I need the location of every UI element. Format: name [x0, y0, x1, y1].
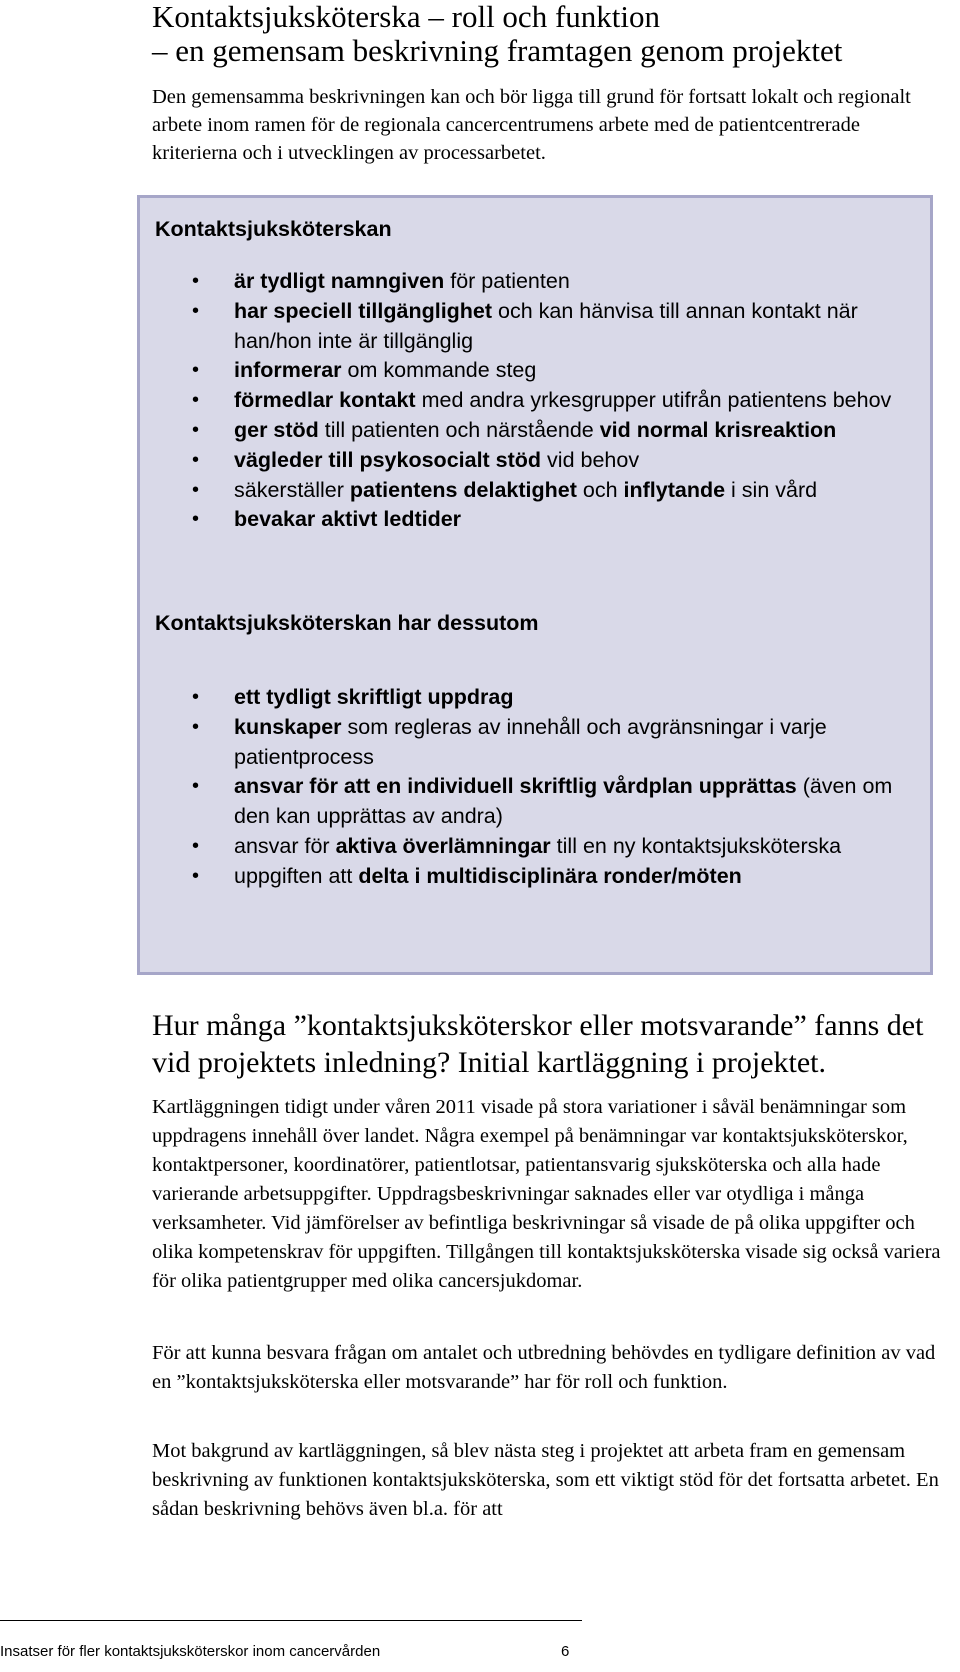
bullet-icon: •	[192, 864, 200, 887]
text: till en ny kontaktsjuksköterska	[550, 833, 842, 858]
text: med andra yrkesgrupper utifrån patientens behov	[415, 388, 892, 413]
bold-text: ett tydligt skriftligt uppdrag	[234, 685, 514, 709]
section-heading: Hur många ”kontaktsjuksköterskor eller motsvarande” fanns det vid projektets inledning? Initial kartläggning i projektet.	[152, 1009, 924, 1079]
bullet-icon: •	[192, 478, 200, 501]
page-footer	[0, 1620, 960, 1672]
role-description-box	[137, 195, 933, 975]
footer-text: Insatser för fler kontaktsjuksköterskor inom cancervården	[0, 1643, 381, 1660]
bullet-icon: •	[192, 715, 200, 738]
bullet-item	[140, 267, 920, 297]
bold-text: vid normal krisreaktion	[599, 417, 837, 442]
bold-text: aktiva överlämningar	[335, 833, 551, 858]
document-title	[152, 0, 942, 68]
bullet-icon: •	[192, 299, 200, 322]
text: om kommande steg	[341, 358, 537, 383]
text: för patienten	[444, 269, 570, 293]
responsibilities-list	[140, 267, 920, 535]
bullet-icon: •	[192, 389, 200, 412]
body-paragraph-2: För att kunna besvara frågan om antalet och utbredning behövdes en tydligare definition av vad en ”kontaktsjuksköterska eller motsvarande” har för roll och funktion.	[152, 1342, 936, 1393]
bullet-icon: •	[192, 834, 200, 857]
text: i sin vård	[725, 477, 818, 502]
bullet-icon: •	[192, 775, 200, 798]
bullet-item	[140, 356, 920, 386]
box-heading-2: Kontaktsjuksköterskan har dessutom	[155, 611, 539, 635]
bold-text: bevakar aktivt ledtider	[234, 507, 462, 532]
bullet-icon: •	[192, 508, 200, 531]
title-line-1: Kontaktsjuksköterska – roll och funktion	[152, 0, 660, 34]
box-heading-1: Kontaktsjuksköterskan	[155, 217, 392, 241]
bold-text: vägleder till psykosocialt stöd	[234, 447, 542, 472]
bullet-item	[140, 772, 920, 832]
bullet-item	[140, 446, 920, 476]
bullet-item	[140, 386, 920, 416]
bold-text: informerar	[234, 358, 342, 383]
text: och	[576, 477, 624, 502]
title-line-2: – en gemensam beskrivning framtagen genom projektet	[152, 33, 843, 68]
bold-text: ansvar för att en individuell skriftlig vårdplan upprättas	[234, 774, 797, 799]
bullet-item	[140, 297, 920, 357]
additional-requirements-list	[140, 683, 920, 892]
bold-text: har speciell tillgänglighet	[234, 298, 493, 323]
text: uppgiften att	[234, 863, 359, 888]
text: vid behov	[541, 447, 640, 472]
bold-text: delta i multidisciplinära ronder/möten	[358, 863, 742, 888]
page-number: 6	[561, 1643, 570, 1660]
text: till patienten och närstående	[318, 417, 600, 442]
bullet-icon: •	[192, 359, 200, 382]
footer-divider	[0, 1620, 582, 1621]
bold-text: inflytande	[623, 477, 726, 502]
bullet-item	[140, 683, 920, 713]
bullet-icon: •	[192, 270, 200, 292]
body-paragraph-1: Kartläggningen tidigt under våren 2011 visade på stora variationer i såväl benämningar som uppdragens innehåll över landet. Några exempel på benämningar var kontaktsjuksköterskor, kontaktpersoner, koordinatörer, patientlotsar, patientansvarig sjuksköterska och alla hade varierande arbetsuppgifter. Uppdragsbeskrivningar saknades eller var otydliga i många verksamheter. Vid jämförelser av befintliga beskrivningar så visade de på olika uppgifter och olika kompetenskrav för uppgiften. Tillgången till kontaktsjuksköterska visade sig också variera för olika patientgrupper med olika cancersjukdomar.	[152, 1096, 941, 1292]
bold-text: är tydligt namngiven	[234, 269, 445, 293]
bold-text: kunskaper	[234, 714, 342, 739]
text: och kan hänvisa till annan kontakt när han/hon inte är tillgänglig	[234, 298, 858, 353]
bold-text: förmedlar kontakt	[234, 388, 416, 413]
bullet-icon: •	[192, 418, 200, 441]
text: ansvar för	[234, 833, 336, 858]
bullet-item	[140, 713, 920, 773]
intro-paragraph: Den gemensamma beskrivningen kan och bör ligga till grund för fortsatt lokalt och regionalt arbete inom ramen för de regionala cancercentrumens arbete med de patientcentrerade kriterierna och i utvecklingen av processarbetet.	[152, 86, 911, 164]
bullet-item	[140, 416, 920, 446]
bullet-item	[140, 862, 920, 892]
body-paragraph-3: Mot bakgrund av kartläggningen, så blev nästa steg i projektet att arbeta fram en gemensam beskrivning av funktionen kontaktsjuksköterska, som ett viktigt stöd för det fortsatta arbetet. En sådan beskrivning behövs även bl.a. för att	[152, 1440, 939, 1520]
text: (även om den kan upprättas av andra)	[234, 774, 893, 829]
bullet-item	[140, 832, 920, 862]
bullet-item	[140, 505, 920, 535]
text: som regleras av innehåll och avgränsningar i varje patientprocess	[234, 714, 827, 769]
text: säkerställer	[234, 477, 350, 502]
bold-text: patientens delaktighet	[349, 477, 577, 502]
bullet-item	[140, 476, 920, 506]
bold-text: ger stöd	[234, 417, 319, 442]
bullet-icon: •	[192, 686, 200, 708]
bullet-icon: •	[192, 448, 200, 471]
